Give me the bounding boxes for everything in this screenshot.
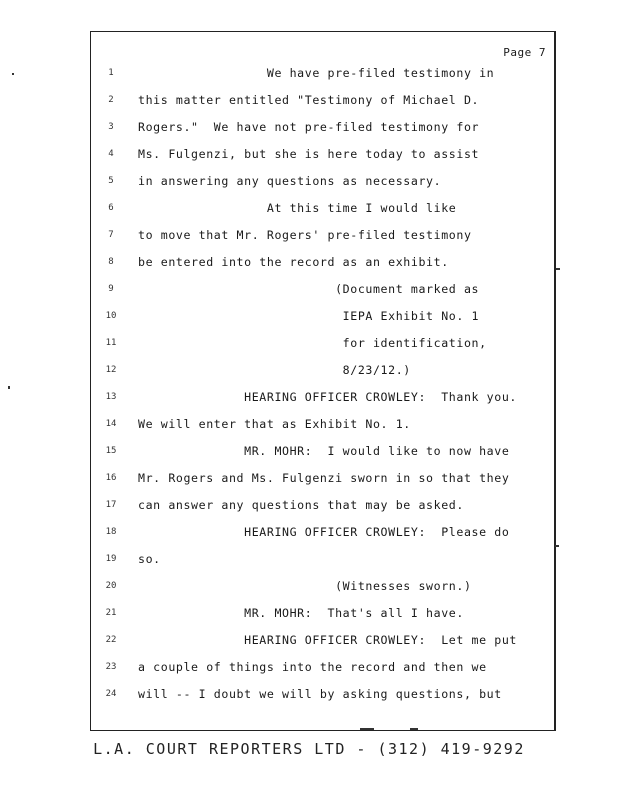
- transcript-line: [90, 68, 556, 94]
- line-text: (Document marked as: [138, 282, 480, 296]
- transcript-line: [90, 554, 556, 580]
- transcript-line: [90, 689, 556, 715]
- line-text: MR. MOHR: That's all I have.: [138, 606, 464, 620]
- line-text: HEARING OFFICER CROWLEY: Let me put: [138, 633, 518, 647]
- transcript-line: [90, 203, 556, 229]
- line-text: be entered into the record as an exhibit.: [138, 255, 449, 269]
- line-text: will -- I doubt we will by asking questions, but: [138, 687, 502, 701]
- transcript-line: [90, 446, 556, 472]
- line-number: 10: [105, 311, 117, 321]
- transcript-line: [90, 473, 556, 499]
- transcript-line: [90, 176, 556, 202]
- line-number: 23: [105, 662, 117, 672]
- line-text: can answer any questions that may be asked.: [138, 498, 464, 512]
- line-text: IEPA Exhibit No. 1: [138, 309, 480, 323]
- line-number: 8: [108, 257, 114, 267]
- line-number: 2: [108, 95, 114, 105]
- scan-speck: [8, 386, 10, 389]
- line-text: At this time I would like: [138, 201, 457, 215]
- line-number: 9: [108, 284, 114, 294]
- line-text: 8/23/12.): [138, 363, 411, 377]
- line-number: 24: [105, 689, 117, 699]
- line-text: (Witnesses sworn.): [138, 579, 472, 593]
- line-number: 17: [105, 500, 117, 510]
- scan-speck: [555, 545, 559, 547]
- transcript-line: [90, 527, 556, 553]
- line-number: 6: [108, 203, 114, 213]
- scan-speck: [12, 73, 14, 75]
- transcript-line: [90, 311, 556, 337]
- scan-speck: [556, 268, 560, 270]
- line-text: in answering any questions as necessary.: [138, 174, 442, 188]
- line-text: so.: [138, 552, 161, 566]
- scan-speck: [410, 728, 418, 730]
- line-text: for identification,: [138, 336, 487, 350]
- line-number: 7: [108, 230, 114, 240]
- transcript-line: [90, 230, 556, 256]
- line-number: 18: [105, 527, 117, 537]
- line-text: Ms. Fulgenzi, but she is here today to assist: [138, 147, 480, 161]
- line-text: HEARING OFFICER CROWLEY: Please do: [138, 525, 510, 539]
- line-number: 15: [105, 446, 117, 456]
- transcript-line: [90, 419, 556, 445]
- transcript-line: [90, 284, 556, 310]
- line-number: 20: [105, 581, 117, 591]
- line-number: 21: [105, 608, 117, 618]
- transcript-line: [90, 257, 556, 283]
- line-number: 5: [108, 176, 114, 186]
- line-number: 13: [105, 392, 117, 402]
- line-number: 14: [105, 419, 117, 429]
- line-text: HEARING OFFICER CROWLEY: Thank you.: [138, 390, 518, 404]
- line-text: to move that Mr. Rogers' pre-filed testimony: [138, 228, 472, 242]
- transcript-line: [90, 365, 556, 391]
- line-text: We will enter that as Exhibit No. 1.: [138, 417, 411, 431]
- transcript-line: [90, 392, 556, 418]
- transcript-line: [90, 635, 556, 661]
- transcript-line: [90, 581, 556, 607]
- line-number: 4: [108, 149, 114, 159]
- line-number: 12: [105, 365, 117, 375]
- transcript-line: [90, 122, 556, 148]
- transcript-line: [90, 662, 556, 688]
- line-text: We have pre-filed testimony in: [138, 66, 495, 80]
- line-number: 19: [105, 554, 117, 564]
- scan-speck: [360, 728, 374, 730]
- transcript-line: [90, 149, 556, 175]
- transcript-line: [90, 95, 556, 121]
- line-text: Mr. Rogers and Ms. Fulgenzi sworn in so that they: [138, 471, 510, 485]
- transcript-line: [90, 608, 556, 634]
- court-reporter-footer: L.A. COURT REPORTERS LTD - (312) 419-9292: [93, 740, 525, 758]
- page-number: Page 7: [503, 46, 546, 59]
- line-number: 16: [105, 473, 117, 483]
- line-text: Rogers." We have not pre-filed testimony for: [138, 120, 480, 134]
- line-number: 3: [108, 122, 114, 132]
- line-number: 1: [108, 68, 114, 78]
- transcript-line: [90, 338, 556, 364]
- line-text: a couple of things into the record and then we: [138, 660, 487, 674]
- line-number: 11: [105, 338, 117, 348]
- line-text: MR. MOHR: I would like to now have: [138, 444, 510, 458]
- line-text: this matter entitled "Testimony of Michael D.: [138, 93, 480, 107]
- line-number: 22: [105, 635, 117, 645]
- transcript-line: [90, 500, 556, 526]
